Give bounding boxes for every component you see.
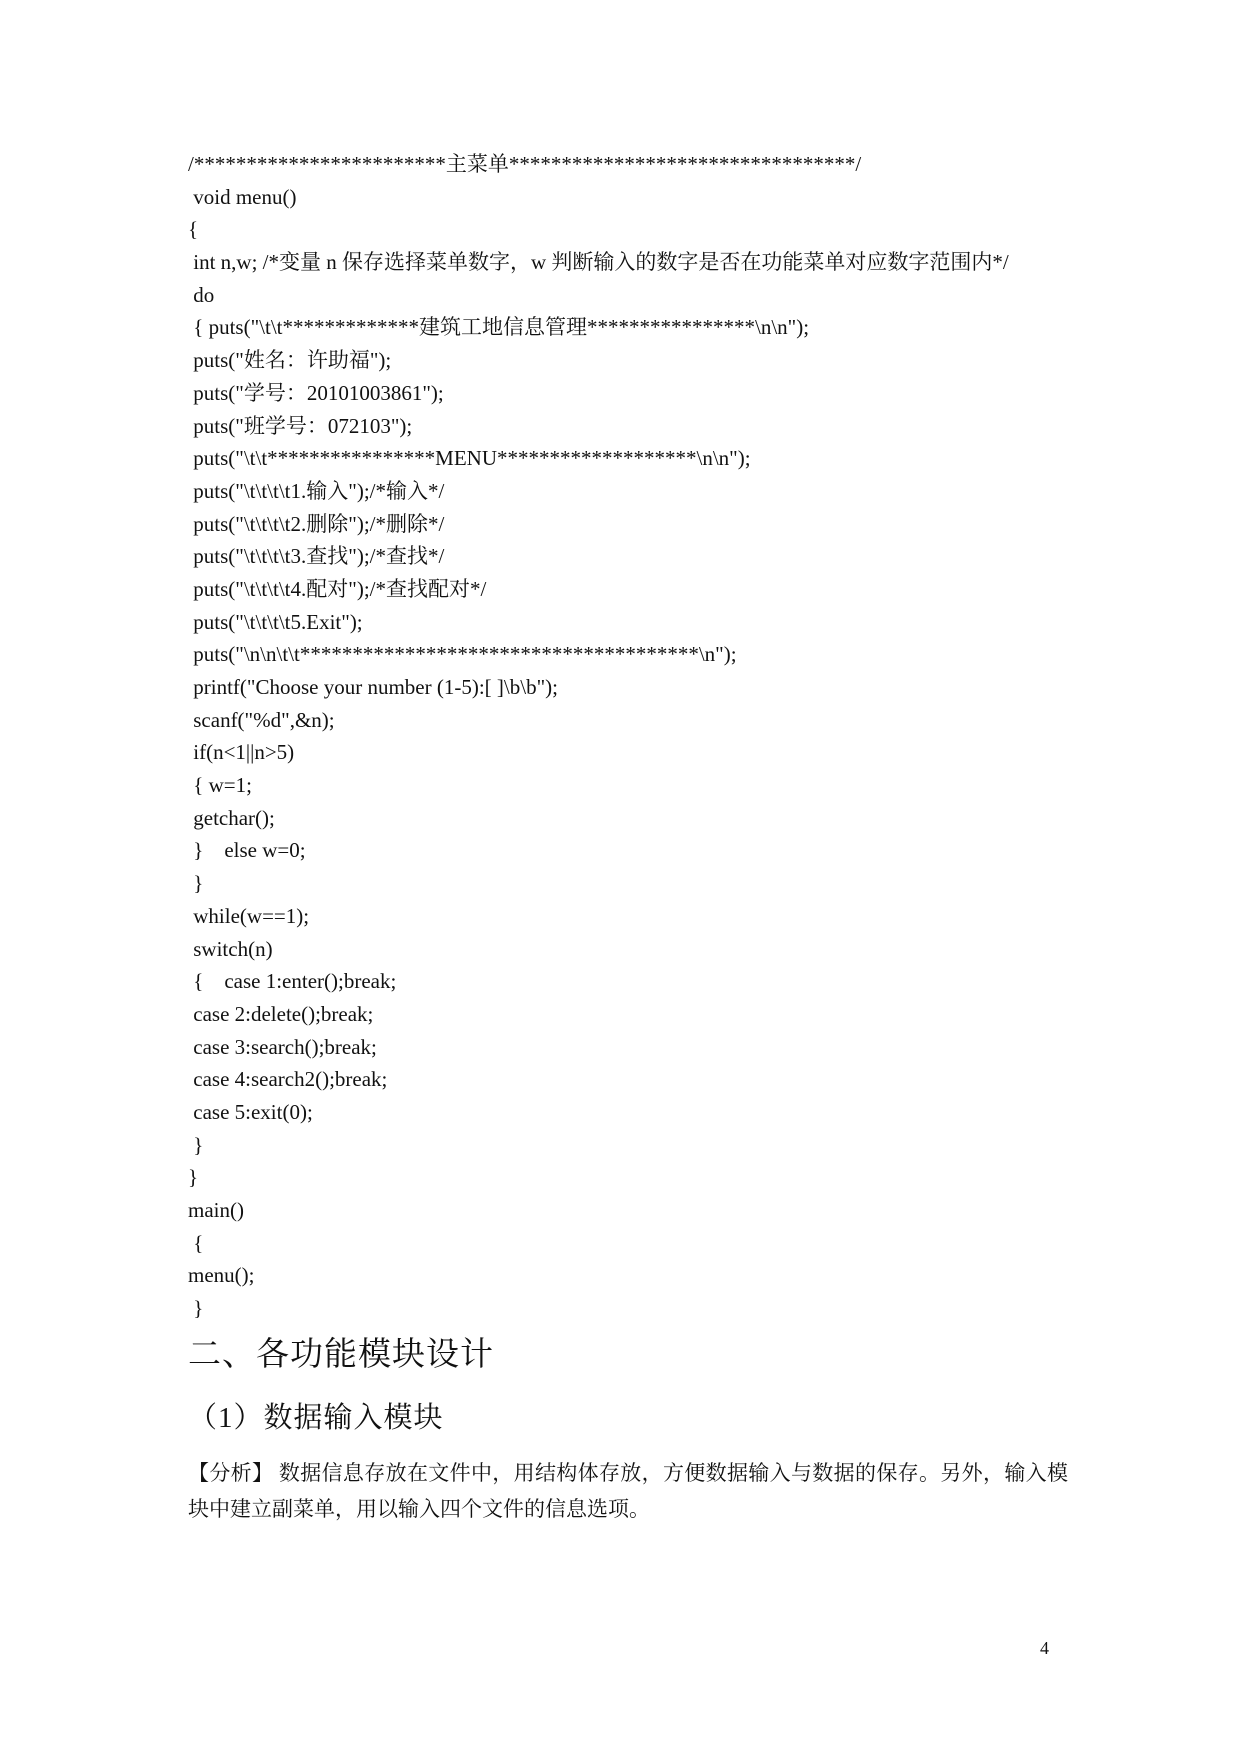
code-line: puts("姓名：许助福"); <box>188 348 392 373</box>
code-line: } else w=0; <box>188 838 306 863</box>
code-line: case 3:search();break; <box>188 1034 377 1059</box>
code-line: { puts("\t\t*************建筑工地信息管理****************\n\n"); <box>188 315 810 340</box>
code-line: while(w==1); <box>188 903 310 928</box>
code-line: puts("学号：20101003861"); <box>188 380 444 405</box>
code-line: case 4:search2();break; <box>188 1067 388 1092</box>
code-line: case 2:delete();break; <box>188 1001 374 1026</box>
code-line: void menu() <box>188 184 297 209</box>
code-line: case 5:exit(0); <box>188 1099 313 1124</box>
analysis-paragraph: 【分析】 数据信息存放在文件中，用结构体存放，方便数据输入与数据的保存。另外，输入模块中建立副菜单，用以输入四个文件的信息选项。 <box>188 1461 1068 1521</box>
code-line: { w=1; <box>188 773 252 798</box>
code-line: /************************主菜单*********************************/ <box>188 152 862 176</box>
code-line: if(n<1||n>5) <box>188 740 295 765</box>
code-line: { case 1:enter();break; <box>188 969 397 994</box>
code-line: puts("\t\t\t\t2.删除");/*删除*/ <box>188 511 445 536</box>
code-line: puts("\t\t****************MENU*******************\n\n"); <box>188 446 751 471</box>
code-line: } <box>188 1296 204 1321</box>
code-line: menu(); <box>188 1263 255 1288</box>
section-heading: 二、各功能模块设计 <box>188 1337 494 1373</box>
code-line: getchar(); <box>188 805 275 830</box>
code-line: puts("班学号：072103"); <box>188 413 413 438</box>
code-line: { <box>188 217 199 242</box>
code-line: do <box>188 282 215 307</box>
code-line: scanf("%d",&n); <box>188 707 335 732</box>
code-line: } <box>188 1132 204 1157</box>
code-line: puts("\t\t\t\t3.查找");/*查找*/ <box>188 544 445 569</box>
code-line: } <box>188 871 204 896</box>
subsection-heading: （1）数据输入模块 <box>188 1402 444 1434</box>
code-line: int n,w; /*变量 n 保存选择菜单数字，w 判断输入的数字是否在功能菜单对应数字范围内*/ <box>188 250 1009 275</box>
code-line: } <box>188 1165 199 1190</box>
code-line: puts("\t\t\t\t1.输入");/*输入*/ <box>188 478 445 503</box>
code-line: { <box>188 1230 204 1255</box>
code-line: printf("Choose your number (1-5):[ ]\b\b"); <box>188 675 558 699</box>
code-line: puts("\n\n\t\t**************************************\n"); <box>188 642 737 667</box>
code-line: main() <box>188 1198 244 1222</box>
code-line: puts("\t\t\t\t5.Exit"); <box>188 609 363 634</box>
code-line: switch(n) <box>188 936 273 961</box>
code-line: puts("\t\t\t\t4.配对");/*查找配对*/ <box>188 576 487 601</box>
code-block <box>188 148 1088 1325</box>
page-number: 4 <box>1040 1638 1049 1658</box>
